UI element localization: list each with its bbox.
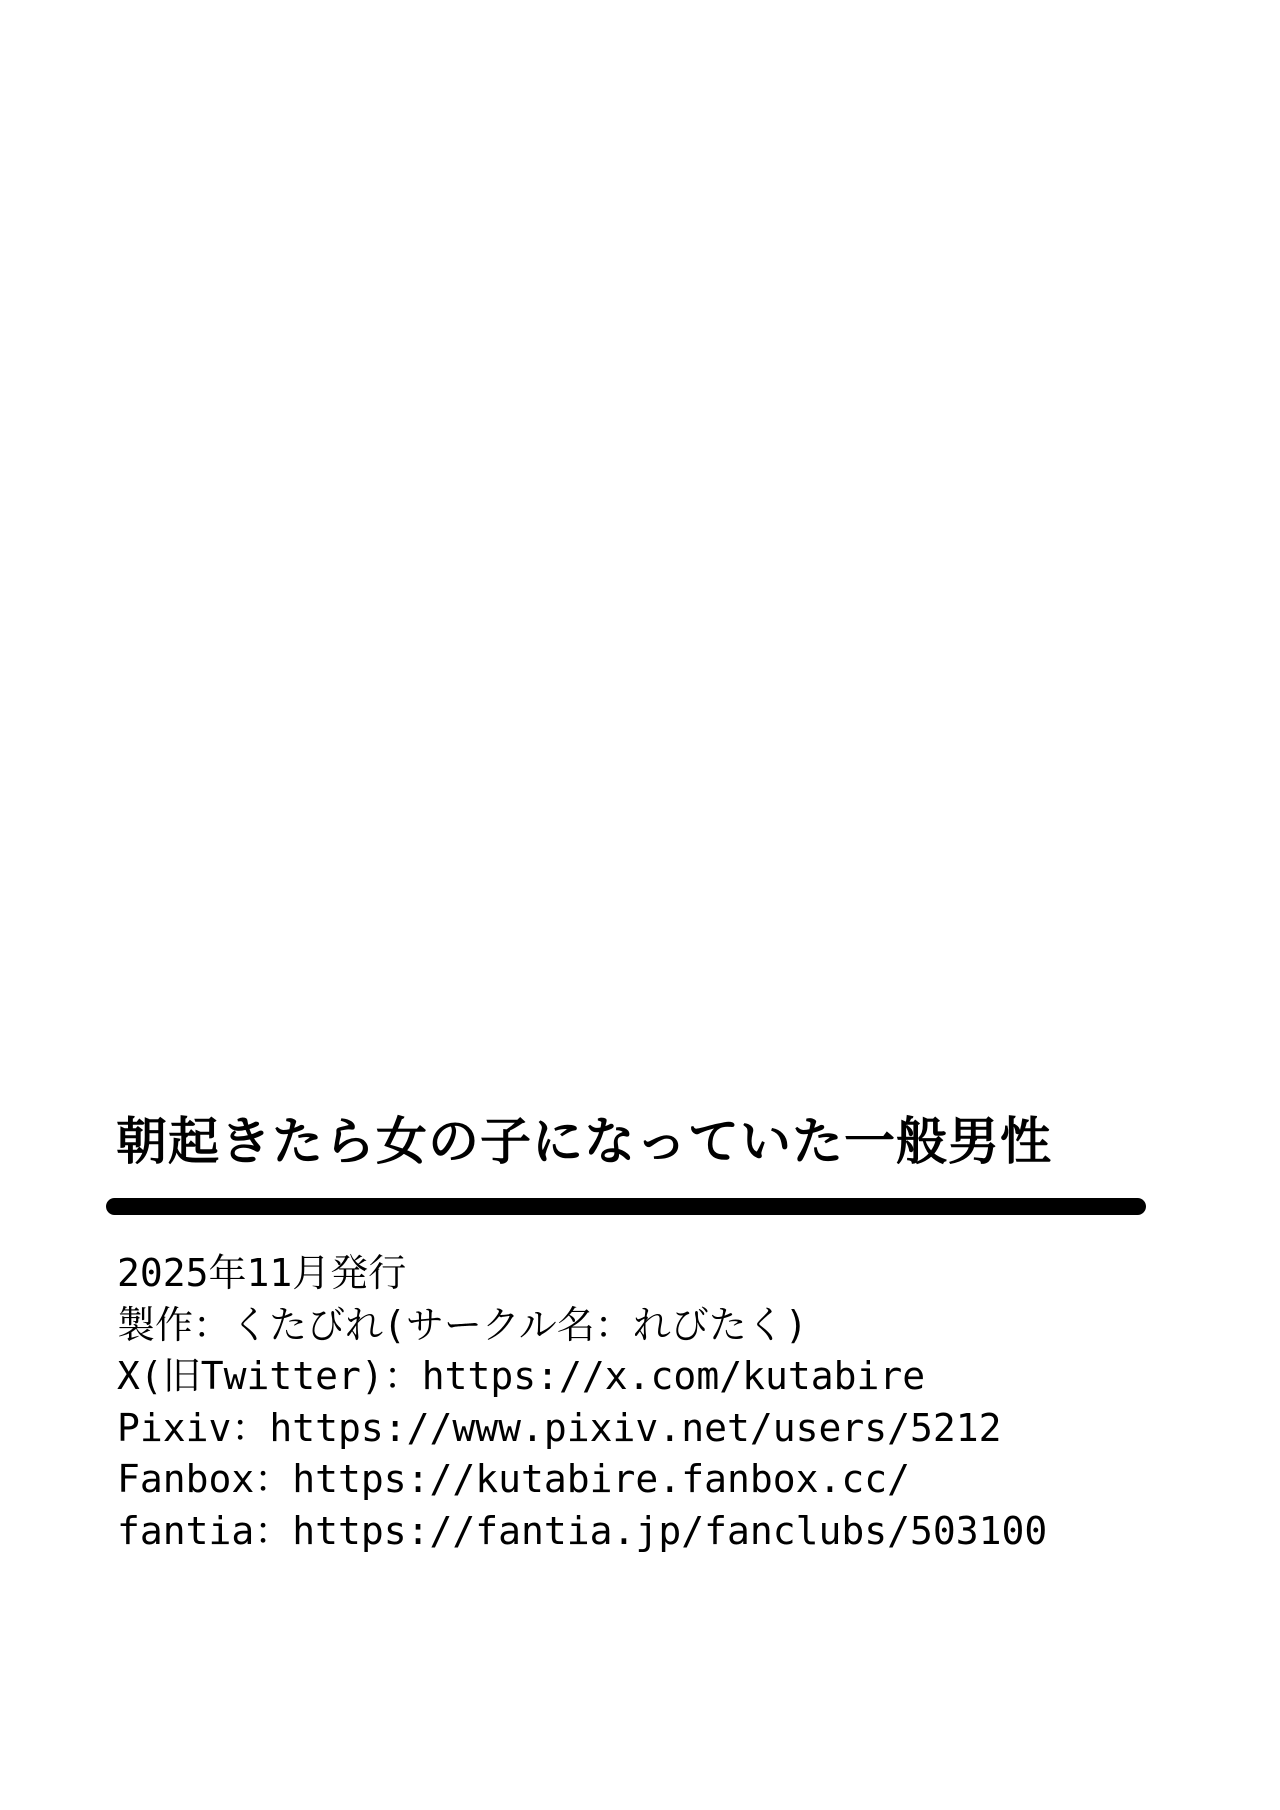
book-title: 朝起きたら女の子になっていた一般男性 [116, 1113, 1053, 1172]
credit-line-publication-date: 2025年11月発行 [117, 1251, 407, 1295]
credit-line-fantia-url: fantia：https://fantia.jp/fanclubs/503100 [117, 1508, 1048, 1553]
credit-line-pixiv-url: Pixiv：https://www.pixiv.net/users/5212 [117, 1405, 1002, 1450]
credit-line-x-twitter-url: X(旧Twitter)：https://x.com/kutabire [117, 1354, 926, 1398]
title-divider-rule [106, 1198, 1146, 1215]
credit-line-fanbox-url: Fanbox：https://kutabire.fanbox.cc/ [117, 1457, 910, 1501]
credit-line-producer: 製作：くたびれ(サークル名：れびたく) [117, 1302, 808, 1347]
credits-block [117, 1248, 1047, 1557]
